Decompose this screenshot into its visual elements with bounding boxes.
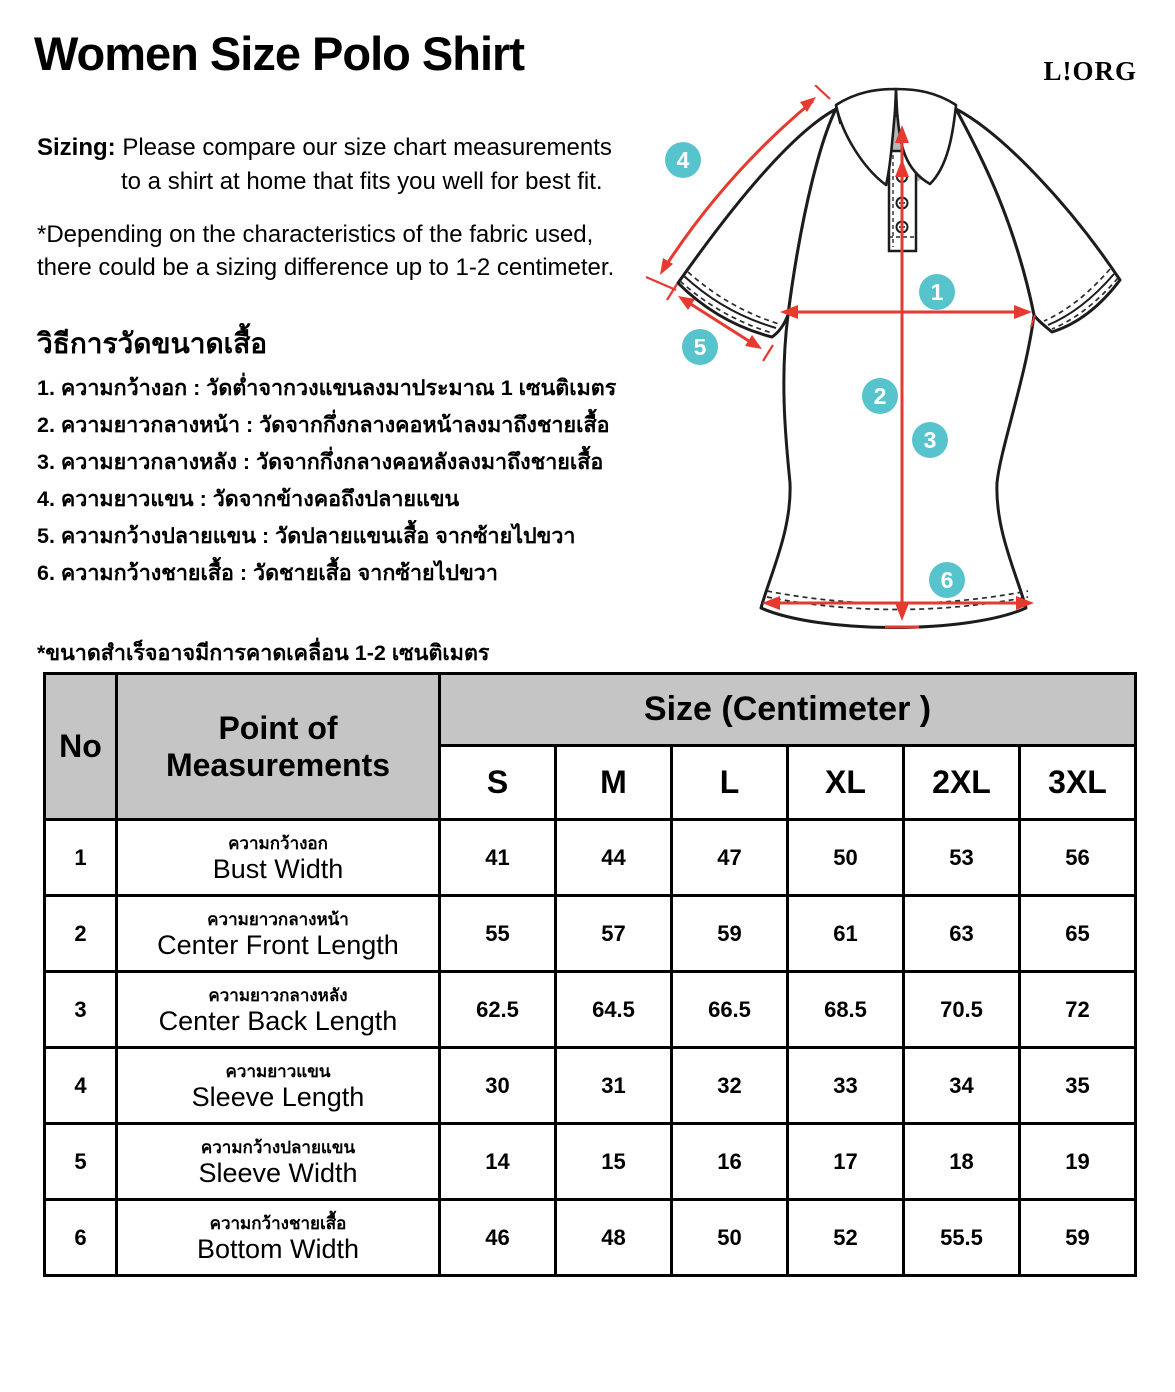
measurement-thai-label: ความยาวกลางหน้า [207, 910, 349, 929]
measurement-english-label: Center Back Length [158, 1006, 398, 1036]
measurement-thai-label: ความกว้างปลายแขน [200, 1138, 356, 1157]
measurement-english-label: Bottom Width [196, 1234, 360, 1264]
size-value: 72 [1020, 972, 1136, 1048]
size-value: 19 [1020, 1124, 1136, 1200]
size-value: 66.5 [672, 972, 788, 1048]
row-number: 5 [45, 1124, 117, 1200]
size-value: 63 [904, 896, 1020, 972]
size-value: 61 [788, 896, 904, 972]
svg-text:3: 3 [923, 427, 937, 453]
size-value: 50 [672, 1200, 788, 1276]
size-value: 44 [556, 820, 672, 896]
size-value: 70.5 [904, 972, 1020, 1048]
fabric-note-line-2: there could be a sizing difference up to 1-2 centimeter. [37, 254, 615, 281]
howto-item-1: 1. ความกว้างอก : วัดต่ำจากวงแขนลงมาประมาณ 1 เซนติเมตร [37, 376, 617, 400]
measurement-thai-label: ความยาวแขน [225, 1062, 331, 1081]
sizing-note [37, 131, 612, 199]
size-value: 55 [440, 896, 556, 972]
howto-heading: วิธีการวัดขนาดเสื้อ [37, 328, 268, 359]
size-value: 55.5 [904, 1200, 1020, 1276]
size-column-header: XL [788, 746, 904, 820]
size-value: 59 [1020, 1200, 1136, 1276]
measurement-label-cell [117, 972, 440, 1048]
svg-text:5: 5 [693, 334, 707, 360]
size-value: 64.5 [556, 972, 672, 1048]
size-value: 41 [440, 820, 556, 896]
howto-item-6: 6. ความกว้างชายเสื้อ : วัดชายเสื้อ จากซ้ายไปขวา [37, 561, 498, 585]
size-value: 46 [440, 1200, 556, 1276]
size-value: 65 [1020, 896, 1136, 972]
measure-tick [646, 277, 676, 290]
measurement-label-cell [117, 1048, 440, 1124]
column-header-no: No [45, 674, 117, 820]
measurement-english-label: Center Front Length [157, 930, 399, 960]
sizing-line-1 [37, 131, 612, 165]
fabric-note [37, 218, 614, 284]
howto-item-3: 3. ความยาวกลางหลัง : วัดจากกึ่งกลางคอหลังลงมาถึงชายเสื้อ [37, 450, 604, 474]
size-table [43, 672, 1137, 1277]
size-value: 31 [556, 1048, 672, 1124]
table-row [45, 972, 1136, 1048]
size-value: 56 [1020, 820, 1136, 896]
row-number: 2 [45, 896, 117, 972]
measurement-thai-label: ความยาวกลางหลัง [208, 986, 348, 1005]
size-column-header: 2XL [904, 746, 1020, 820]
size-value: 30 [440, 1048, 556, 1124]
size-value: 47 [672, 820, 788, 896]
measurement-label-cell [117, 896, 440, 972]
size-value: 59 [672, 896, 788, 972]
size-value: 62.5 [440, 972, 556, 1048]
brand-logo: L!ORG [1043, 56, 1137, 86]
svg-text:1: 1 [930, 279, 944, 305]
column-header-point-of-measurements: Point of Measurements [117, 674, 440, 820]
table-note: *ขนาดสำเร็จอาจมีการคาดเคลื่อน 1-2 เซนติเมตร [37, 641, 490, 665]
size-value: 57 [556, 896, 672, 972]
size-value: 48 [556, 1200, 672, 1276]
arrowhead [660, 258, 673, 275]
measurement-label-cell [117, 1124, 440, 1200]
size-value: 15 [556, 1124, 672, 1200]
size-value: 52 [788, 1200, 904, 1276]
measurement-label-cell [117, 1200, 440, 1276]
size-column-header: S [440, 746, 556, 820]
fabric-note-line-1: *Depending on the characteristics of the fabric used, [37, 221, 594, 248]
size-value: 18 [904, 1124, 1020, 1200]
measurement-thai-label: ความกว้างอก [228, 834, 328, 853]
table-row [45, 896, 1136, 972]
howto-item-4: 4. ความยาวแขน : วัดจากข้างคอถึงปลายแขน [37, 487, 460, 511]
svg-text:4: 4 [676, 147, 690, 173]
size-value: 14 [440, 1124, 556, 1200]
sizing-label: Sizing: [37, 134, 116, 161]
howto-list [37, 370, 616, 592]
badge-1 [919, 274, 955, 310]
page-title: Women Size Polo Shirt [34, 27, 524, 80]
measure-tick [815, 85, 830, 99]
size-table-rows [45, 820, 1136, 1276]
size-column-header: M [556, 746, 672, 820]
howto-item-2: 2. ความยาวกลางหน้า : วัดจากกึ่งกลางคอหน้าลงมาถึงชายเสื้อ [37, 413, 610, 437]
measurement-english-label: Sleeve Width [198, 1158, 358, 1188]
table-row [45, 1200, 1136, 1276]
size-value: 32 [672, 1048, 788, 1124]
row-number: 4 [45, 1048, 117, 1124]
size-column-header: L [672, 746, 788, 820]
sizing-line-2: to a shirt at home that fits you well for best fit. [121, 168, 603, 195]
size-value: 34 [904, 1048, 1020, 1124]
measurement-english-label: Sleeve Length [191, 1082, 365, 1112]
size-column-header: 3XL [1020, 746, 1136, 820]
size-value: 35 [1020, 1048, 1136, 1124]
polo-shirt-diagram [630, 85, 1175, 645]
badge-5 [682, 329, 718, 365]
size-value: 50 [788, 820, 904, 896]
badge-3 [912, 422, 948, 458]
badge-2 [862, 378, 898, 414]
size-value: 16 [672, 1124, 788, 1200]
measurement-english-label: Bust Width [212, 854, 344, 884]
row-number: 1 [45, 820, 117, 896]
badge-4 [665, 142, 701, 178]
measure-tick [763, 345, 773, 361]
size-value: 53 [904, 820, 1020, 896]
table-header-row [45, 674, 1136, 746]
size-value: 33 [788, 1048, 904, 1124]
size-value: 17 [788, 1124, 904, 1200]
row-number: 3 [45, 972, 117, 1048]
table-row [45, 1124, 1136, 1200]
measurement-thai-label: ความกว้างชายเสื้อ [209, 1214, 347, 1233]
table-row [45, 820, 1136, 896]
svg-text:2: 2 [873, 383, 887, 409]
svg-text:6: 6 [940, 567, 954, 593]
arrowhead [745, 335, 762, 349]
column-header-size-group: Size (Centimeter ) [440, 674, 1136, 746]
measurement-label-cell [117, 820, 440, 896]
table-row [45, 1048, 1136, 1124]
sizing-text: Please compare our size chart measurements [115, 134, 612, 161]
howto-item-5: 5. ความกว้างปลายแขน : วัดปลายแขนเสื้อ จากซ้ายไปขวา [37, 524, 576, 548]
size-value: 68.5 [788, 972, 904, 1048]
row-number: 6 [45, 1200, 117, 1276]
badge-6 [929, 562, 965, 598]
